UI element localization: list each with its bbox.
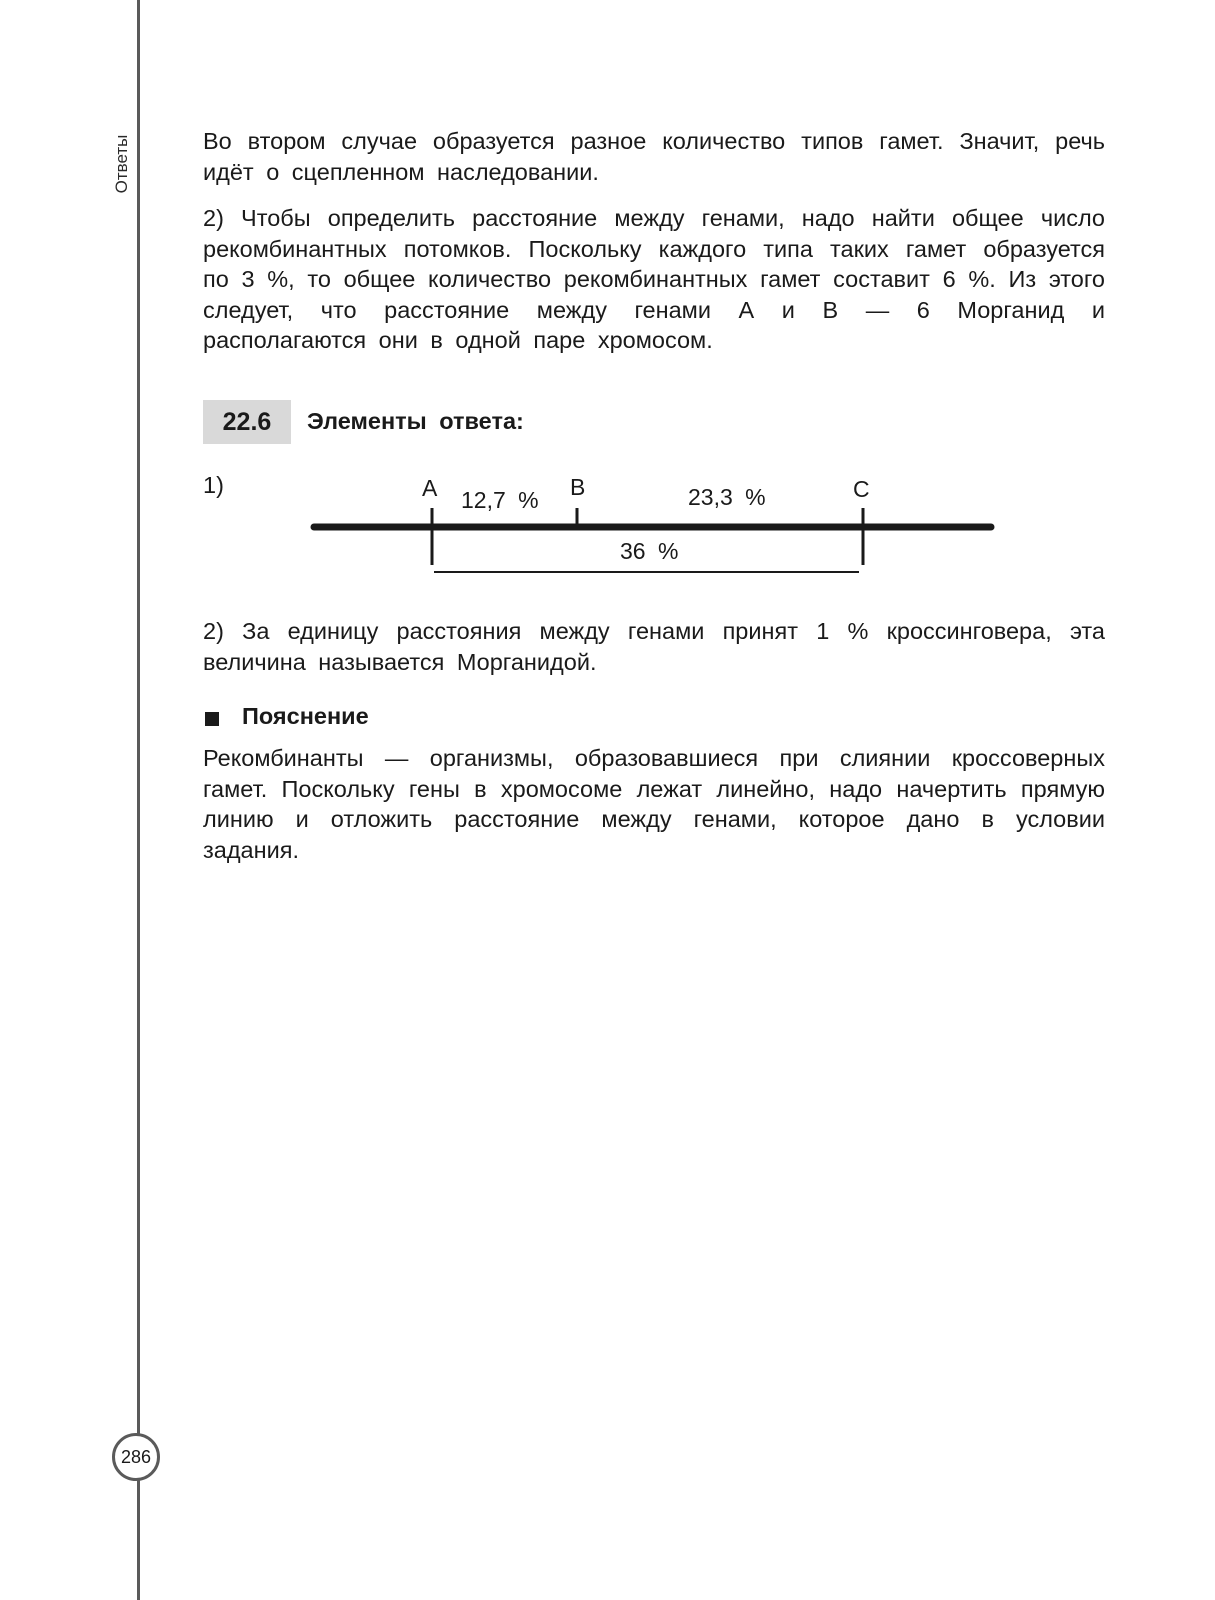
gene-a-label: A	[422, 475, 438, 501]
paragraph-linked-inheritance: Во втором случае образуется разное количество типов гамет. Значит, речь идёт о сцепленном наследовании.	[203, 128, 1105, 185]
section-side-label: Ответы	[112, 134, 131, 194]
task-title: Элементы ответа:	[307, 408, 524, 434]
gene-c-label: C	[853, 476, 870, 502]
explanation-heading: Пояснение	[242, 703, 369, 729]
item-1-label: 1)	[203, 472, 224, 498]
task-number-badge: 22.6	[203, 400, 291, 444]
paragraph-morganid-definition: 2) За единицу расстояния между генами принят 1 % кроссинговера, эта величина называется Морганидой.	[203, 618, 1105, 675]
margin-rule	[137, 0, 140, 1600]
paragraph-gene-distance: 2) Чтобы определить расстояние между генами, надо найти общее число рекомбинантных потомков. Поскольку каждого типа таких гамет образуется по 3 %, то общее количество рекомбинантных гамет составит 6 %. Из этого следует, что расстояние между генами А и В — 6 Морганид и располагаются они в одной паре хромосом.	[203, 205, 1105, 353]
explanation-text: Рекомбинанты — организмы, образовавшиеся при слиянии кроссоверных гамет. Поскольку гены в хромосоме лежат линейно, надо начертить прямую линию и отложить расстояние между генами, которое дано в условии задания.	[203, 745, 1105, 863]
bullet-square-icon	[205, 712, 219, 726]
distance-ab-label: 12,7 %	[461, 487, 539, 513]
page-number: 286	[112, 1433, 160, 1481]
gene-b-label: B	[570, 474, 586, 500]
distance-bc-label: 23,3 %	[688, 484, 766, 510]
distance-ac-label: 36 %	[620, 538, 679, 564]
